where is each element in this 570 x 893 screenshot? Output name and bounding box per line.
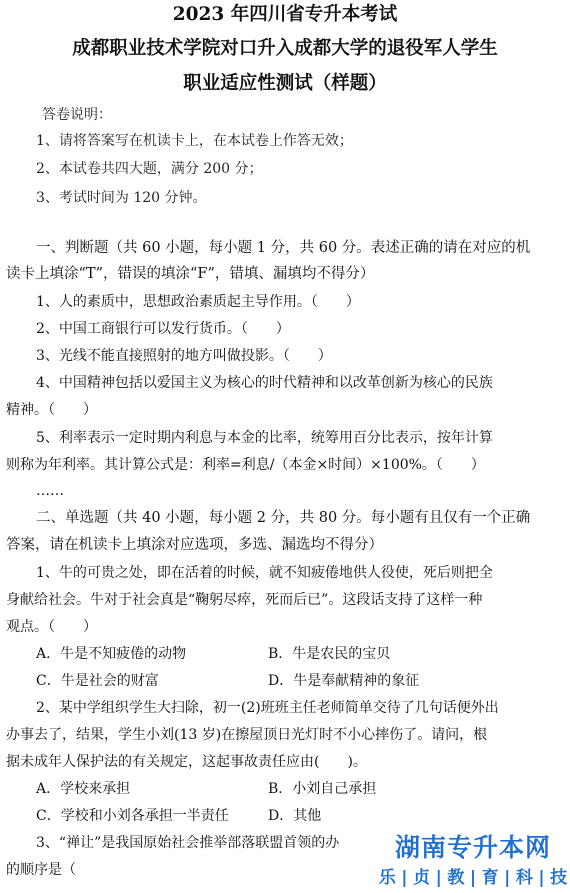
watermark-char-6: 技 <box>550 868 568 888</box>
choice-question-1-option-a: A．牛是不知疲倦的动物 <box>36 646 187 662</box>
watermark-char-4: 育 <box>481 868 499 888</box>
choice-question-2-line2: 办事去了，结果，学生小刘(13 岁)在擦屋顶日光灯时不小心摔伤了。请问，根 <box>6 727 488 743</box>
choice-question-1-option-d: D．牛是奉献精神的象征 <box>268 673 420 689</box>
choice-question-1-option-c: C．牛是社会的财富 <box>36 673 159 689</box>
judge-ellipsis: …… <box>36 483 64 499</box>
exam-title-line2: 成都职业技术学院对口升入成都大学的退役军人学生 <box>72 38 498 59</box>
judge-question-4-line2: 精神。（ ） <box>6 402 97 418</box>
judge-question-1: 1、人的素质中，思想政治素质起主导作用。（ ） <box>36 294 360 310</box>
instruction-item-3: 3、考试时间为 120 分钟。 <box>36 190 207 206</box>
section1-heading-line2: 读卡上填涂“T”，错误的填涂“F”，错填、漏填均不得分） <box>6 266 375 282</box>
choice-question-2-option-b: B．小刘自己承担 <box>268 781 377 797</box>
choice-question-2-option-c: C．学校和小刘各承担一半责任 <box>36 808 229 824</box>
watermark-char-3: 教 <box>447 868 465 888</box>
choice-question-2-option-a: A．学校来承担 <box>36 781 131 797</box>
watermark-separator: | <box>538 868 545 888</box>
choice-question-2-line3: 据未成年人保护法的有关规定，这起事故责任应由( )。 <box>6 754 367 770</box>
watermark-separator: | <box>504 868 511 888</box>
section2-heading-line1: 二、单选题（共 40 小题，每小题 2 分，共 80 分。每小题有且仅有一个正确 <box>36 510 531 526</box>
site-watermark <box>376 832 570 893</box>
instruction-item-2: 2、本试卷共四大题，满分 200 分； <box>36 161 263 177</box>
watermark-char-2: 贞 <box>413 868 431 888</box>
judge-question-3: 3、光线不能直接照射的地方叫做投影。（ ） <box>36 348 332 364</box>
watermark-char-1: 乐 <box>378 868 396 888</box>
choice-question-2-option-d: D．其他 <box>268 808 322 824</box>
watermark-subtitle <box>376 865 570 891</box>
watermark-char-5: 科 <box>515 868 533 888</box>
watermark-separator: | <box>435 868 442 888</box>
watermark-separator: | <box>469 868 477 888</box>
choice-question-3-line2: 的顺序是（ <box>6 862 104 878</box>
judge-question-5-line2: 则称为年利率。其计算公式是：利率=利息/（本金×时间）×100%。（ ） <box>6 457 485 473</box>
section1-heading-line1: 一、判断题（共 60 小题，每小题 1 分，共 60 分。表述正确的请在对应的机 <box>36 240 531 256</box>
choice-question-1-line3: 观点。（ ） <box>6 619 97 635</box>
instruction-item-1: 1、请将答案写在机读卡上，在本试卷上作答无效； <box>36 133 353 149</box>
judge-question-2: 2、中国工商银行可以发行货币。（ ） <box>36 321 290 337</box>
choice-question-2-line1: 2、某中学组织学生大扫除，初一(2)班班主任老师简单交待了几句话便外出 <box>36 700 499 716</box>
watermark-separator: | <box>401 868 408 888</box>
choice-question-1-line2: 身献给社会。牛对于社会真是“鞠躬尽瘁，死而后已”。这段话支持了这样一种 <box>6 592 483 608</box>
section2-heading-line2: 答案，请在机读卡上填涂对应选项，多选、漏选均不得分） <box>6 537 383 553</box>
choice-question-1-option-b: B．牛是农民的宝贝 <box>268 646 391 662</box>
exam-title-line1: 2023 年四川省专升本考试 <box>172 4 398 25</box>
exam-title-line3: 职业适应性测试（样题） <box>183 73 387 94</box>
choice-question-3-line1: 3、“禅让”是我国原始社会推举部落联盟首领的办 <box>36 835 340 851</box>
instructions-heading: 答卷说明： <box>42 107 112 123</box>
choice-question-1-line1: 1、牛的可贵之处，即在活着的时候，就不知疲倦地供人役使，死后则把全 <box>36 565 493 581</box>
watermark-site-name: 湖南专升本网 <box>394 833 551 862</box>
judge-question-5-line1: 5、利率表示一定时期内利息与本金的比率，统筹用百分比表示，按年计算 <box>36 430 493 446</box>
judge-question-4-line1: 4、中国精神包括以爱国主义为核心的时代精神和以改革创新为核心的民族 <box>36 375 493 391</box>
